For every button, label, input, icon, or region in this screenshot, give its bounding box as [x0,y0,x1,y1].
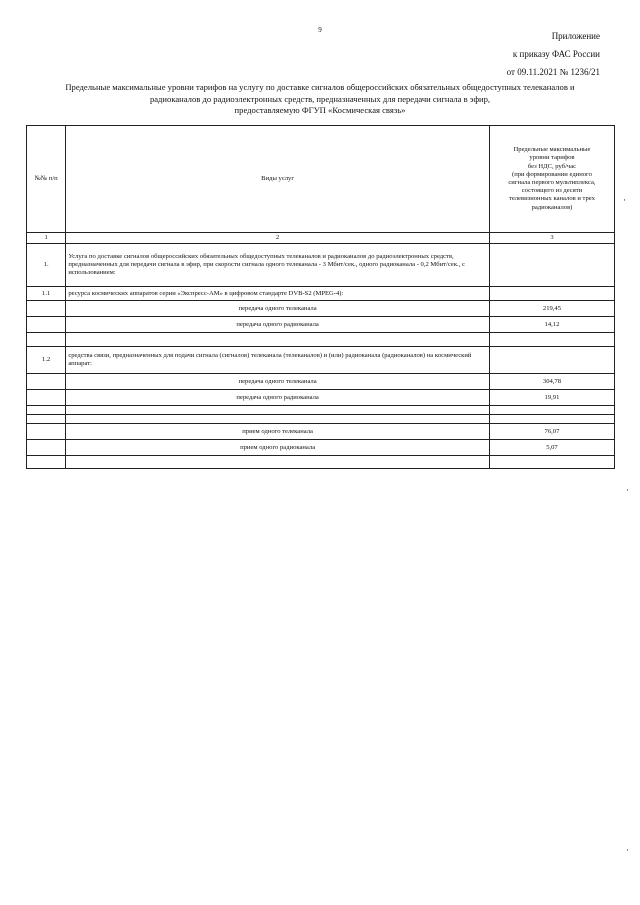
appendix-title: Приложение [551,31,600,41]
empty-cell [27,415,66,424]
table-row [27,440,615,456]
service-description: ресурса космических аппаратов серии «Экспресс-АМ» в цифровом стандарте DVB-S2 (MPEG-4): [66,287,490,301]
table-row [27,456,615,469]
row-number: 1.2 [27,347,66,374]
header-tariff-line: телевизионных каналов и трех [508,195,595,203]
tariff-value [489,244,614,287]
tariff-value: 219,45 [489,301,614,317]
row-number [27,374,66,390]
service-label: прием одного телеканала [66,424,490,440]
column-index: 2 [66,233,490,244]
scan-dot: · [626,845,629,855]
column-index-row [27,233,615,244]
empty-cell [27,333,66,347]
header-tariff-line: без НДС, руб/час [527,162,577,170]
empty-cell [66,406,490,415]
empty-cell [66,333,490,347]
tariff-value: 76,07 [489,424,614,440]
document-heading [22,82,618,117]
header-tariff [489,126,614,233]
tariff-value: 304,78 [489,374,614,390]
tariff-value [489,347,614,374]
header-tariff-line: состоящего из десяти [521,187,583,195]
column-index: 1 [27,233,66,244]
empty-cell [489,456,614,469]
row-number [27,424,66,440]
heading-line-3: предоставляемую ФГУП «Космическая связь» [234,105,406,115]
row-number: 1.1 [27,287,66,301]
service-label: передача одного радиоканала [66,390,490,406]
service-label: прием одного радиоканала [66,440,490,456]
scan-dot: · [626,485,629,495]
table-row [27,244,615,287]
appendix-order-ref: к приказу ФАС России [512,49,600,59]
tariff-table [26,125,615,469]
service-label: передача одного радиоканала [66,317,490,333]
row-number [27,440,66,456]
table-row [27,406,615,415]
empty-cell [27,456,66,469]
header-tariff-line: Предельные максимальные [513,146,591,154]
table-row [27,415,615,424]
heading-line-2: радиоканалов до радиоэлектронных средств, предназначенных для передачи сигнала в эфир, [149,93,491,104]
row-number [27,390,66,406]
row-number: 1. [27,244,66,287]
empty-cell [66,415,490,424]
header-num: №№ п/п [27,126,66,233]
header-tariff-line: радиоканалов) [531,203,573,211]
table-row [27,333,615,347]
tariff-value: 14,12 [489,317,614,333]
service-label: передача одного телеканала [66,374,490,390]
empty-cell [489,415,614,424]
page-number: 9 [318,26,322,34]
header-tariff-line: уровни тарифов [529,154,575,162]
empty-cell [489,333,614,347]
table-row [27,301,615,317]
service-description: средства связи, предназначенных для подачи сигнала (сигналов) телеканала (телеканалов) и (или) радиоканала (радиоканалов) на космический аппарат: [66,347,490,374]
tariff-value: 19,91 [489,390,614,406]
table-header-row [27,126,615,233]
table-row [27,287,615,301]
row-number [27,301,66,317]
tariff-value [489,287,614,301]
empty-cell [489,406,614,415]
table-row [27,390,615,406]
appendix-block [507,30,600,84]
empty-cell [27,406,66,415]
service-label: передача одного телеканала [66,301,490,317]
table-row [27,374,615,390]
column-index: 3 [489,233,614,244]
header-tariff-line: сигнала первого мультиплекса, [508,179,596,186]
tariff-value: 5,07 [489,440,614,456]
scan-dot: · [623,195,626,205]
empty-cell [66,456,490,469]
table-row [27,317,615,333]
table-row [27,424,615,440]
header-services: Виды услуг [66,126,490,233]
service-description: Услуга по доставке сигналов общероссийских обязательных общедоступных телеканалов и радиоканалов до радиоэлектронных средств, предназначенных для передачи сигнала в эфир, при скорости сигнала одного телеканала - 3 Мбит/сек., одного радиоканала - 0,2 Мбит/сек., с использованием: [66,244,490,287]
row-number [27,317,66,333]
table-row [27,347,615,374]
appendix-order-date: от 09.11.2021 № 1236/21 [506,67,600,77]
header-tariff-line: (при формировании единого [512,170,592,178]
heading-line-1: Предельные максимальные уровни тарифов на услугу по доставке сигналов общероссийских обязательных общедоступных телеканалов и [65,82,575,92]
